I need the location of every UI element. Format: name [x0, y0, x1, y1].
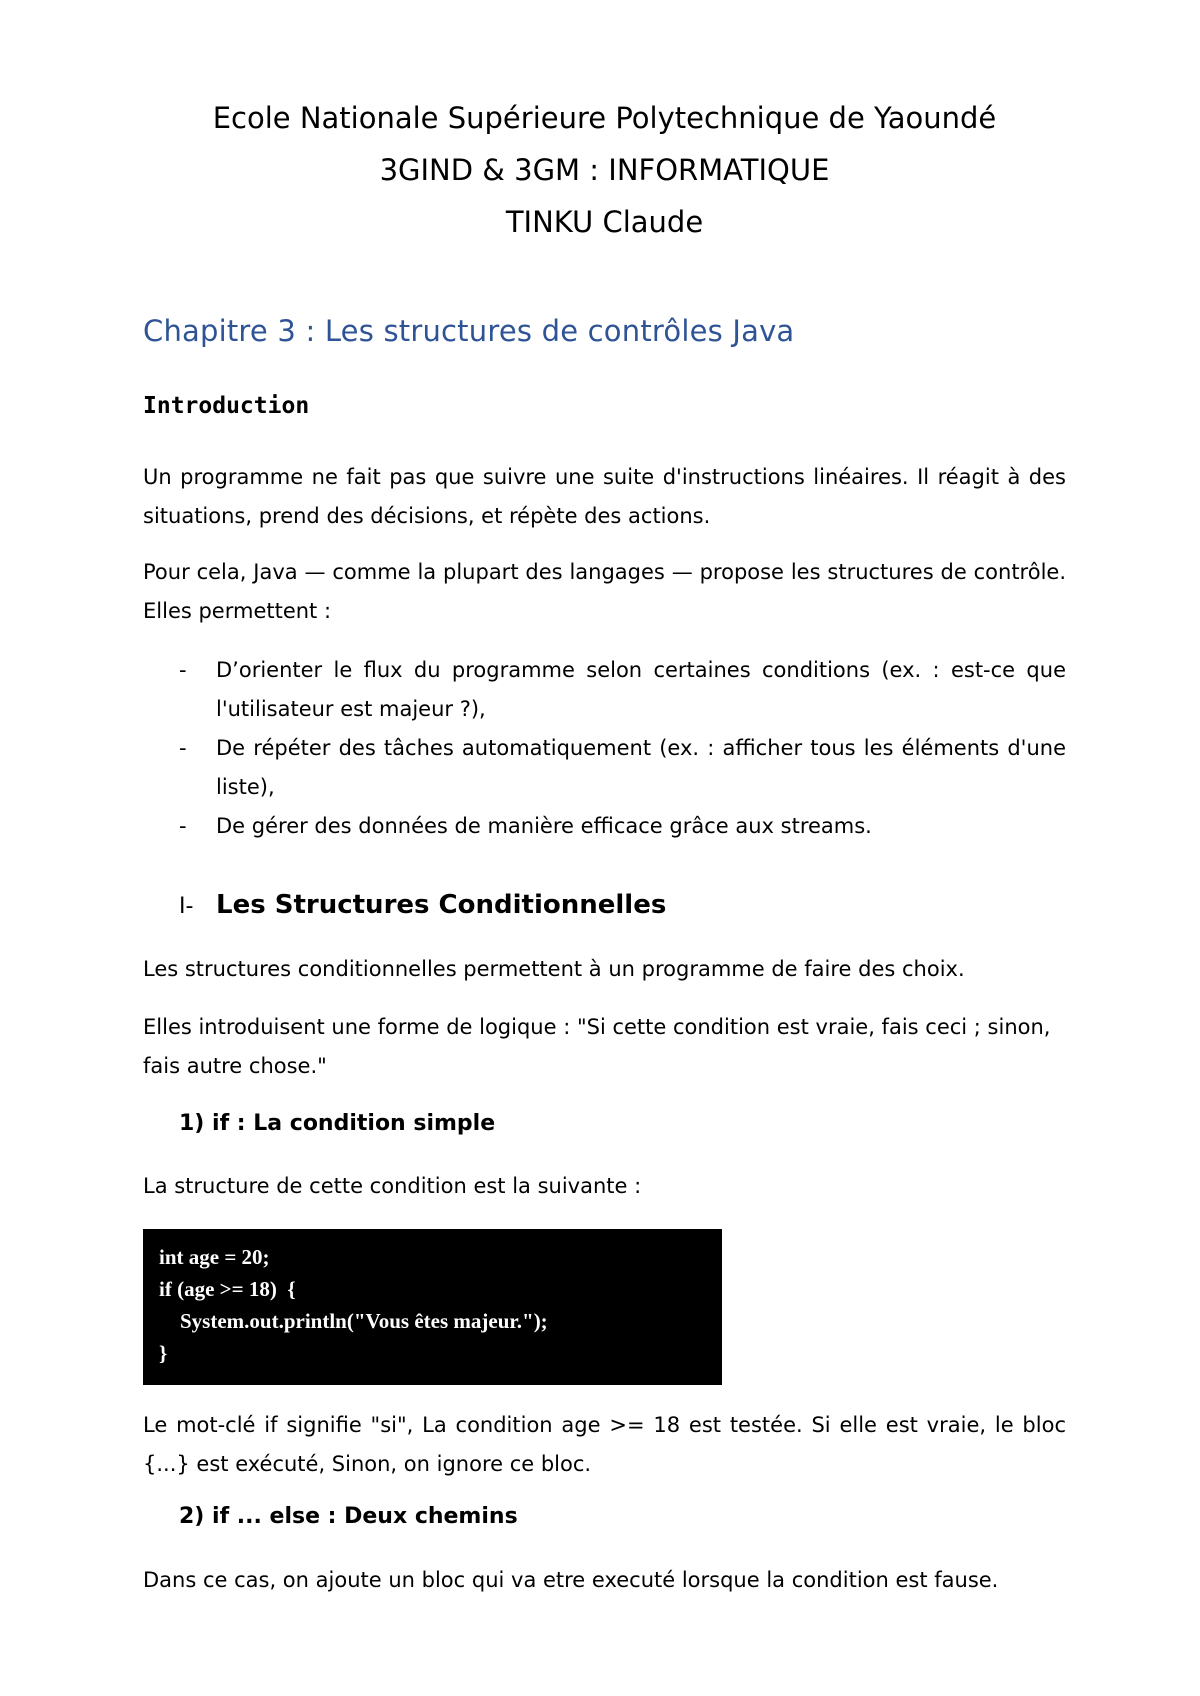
code-line: System.out.println("Vous êtes majeur."); — [159, 1309, 548, 1333]
introduction-bullet-list — [143, 651, 1066, 846]
code-line: } — [159, 1341, 168, 1365]
section-title: Les Structures Conditionnelles — [216, 890, 667, 920]
list-item — [143, 651, 1066, 729]
code-line: if (age >= 18) { — [159, 1277, 296, 1301]
section-number: I- — [179, 894, 194, 919]
list-item-text: De gérer des données de manière efficace grâce aux streams. — [216, 814, 872, 838]
subsection-heading-if-else: 2) if ... else : Deux chemins — [179, 1504, 518, 1529]
subsection-explanation-if: Le mot-clé if signifie "si", La condition age >= 18 est testée. Si elle est vraie, le bloc {...} est exécuté, Sinon, on ignore ce bloc. — [143, 1413, 1066, 1476]
introduction-heading: Introduction — [143, 393, 310, 419]
introduction-paragraph-1: Un programme ne fait pas que suivre une suite d'instructions linéaires. Il réagit à des situations, prend des décisions, et répète des actions. — [143, 465, 1066, 528]
list-item-text: D’orienter le flux du programme selon certaines conditions (ex. : est-ce que l'utilisateur est majeur ?), — [216, 658, 1066, 721]
list-item — [143, 807, 1066, 846]
subsection-heading-if: 1) if : La condition simple — [179, 1111, 496, 1136]
course-name: 3GIND & 3GM : INFORMATIQUE — [379, 153, 830, 187]
subsection-intro-if-else: Dans ce cas, on ajoute un bloc qui va etre executé lorsque la condition est fause. — [143, 1568, 999, 1592]
list-item — [143, 729, 1066, 807]
list-item-text: De répéter des tâches automatiquement (ex. : afficher tous les éléments d'une liste), — [216, 736, 1066, 799]
section-heading — [143, 890, 666, 920]
section-paragraph-1: Les structures conditionnelles permettent à un programme de faire des choix. — [143, 957, 965, 981]
document-header — [143, 92, 1066, 248]
document-page — [143, 0, 1066, 1696]
bullet-marker: - — [179, 736, 187, 760]
author-name: TINKU Claude — [505, 205, 704, 239]
school-name: Ecole Nationale Supérieure Polytechnique de Yaoundé — [212, 101, 997, 135]
code-block — [143, 1229, 722, 1385]
bullet-marker: - — [179, 658, 187, 682]
subsection-intro-if: La structure de cette condition est la suivante : — [143, 1174, 642, 1198]
bullet-marker: - — [179, 814, 187, 838]
section-paragraph-2: Elles introduisent une forme de logique : "Si cette condition est vraie, fais ceci ; sinon, fais autre chose." — [143, 1015, 1051, 1078]
chapter-title: Chapitre 3 : Les structures de contrôles Java — [143, 314, 795, 348]
code-line: int age = 20; — [159, 1245, 270, 1269]
introduction-paragraph-2: Pour cela, Java — comme la plupart des langages — propose les structures de contrôle. Elles permettent : — [143, 560, 1066, 623]
